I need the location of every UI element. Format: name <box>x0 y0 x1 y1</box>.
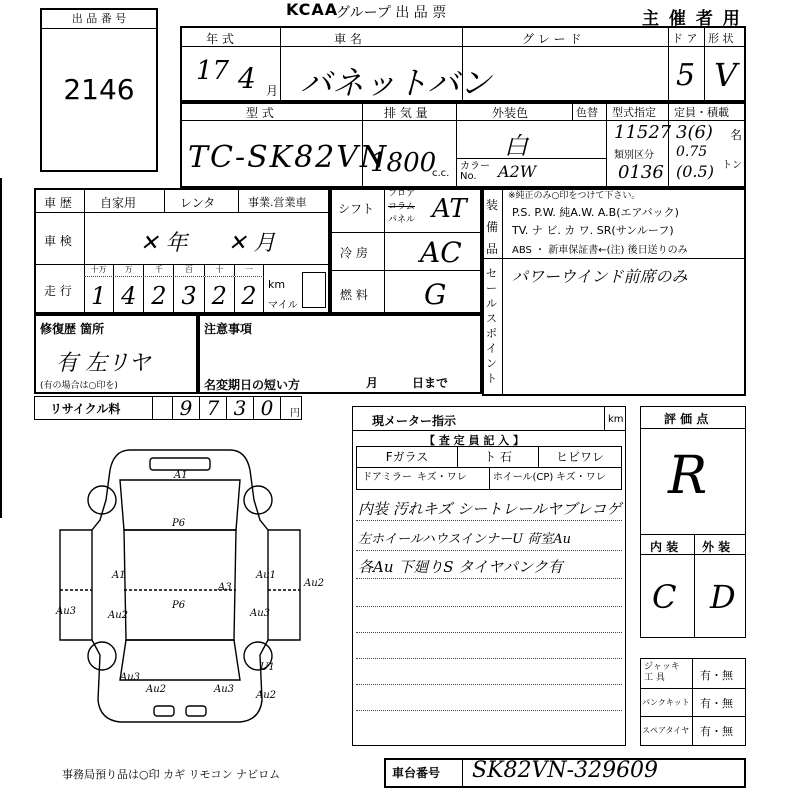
category-label: 類別区分 <box>614 150 654 161</box>
lot-number-label: 出 品 番 号 <box>42 10 156 29</box>
brand-logo: KCAA <box>286 0 339 19</box>
score-value: R <box>668 446 708 506</box>
inspection-month: ✕ 月 <box>228 231 276 256</box>
equipment-note: ※純正のみ○印をつけて下さい。 <box>508 191 641 201</box>
doors-value: 5 <box>676 58 696 93</box>
color-no-value: A2W <box>498 162 537 181</box>
shift-option-column: コラム <box>388 202 415 212</box>
damage-mark: Au3 <box>250 608 271 619</box>
damage-mark: A1 <box>174 470 188 481</box>
shift-option-panel: パネル <box>388 215 416 225</box>
color-no-label: カラー No. <box>460 161 490 182</box>
history-option-business[interactable]: 事業.営業車 <box>248 196 307 209</box>
organizer-label: 主 催 者 用 <box>642 9 742 29</box>
mileage-digit: 1 <box>84 277 114 315</box>
capacity-load: 0.75 <box>676 144 708 160</box>
exterior-score: D <box>710 578 736 616</box>
shift-option-floor: フロア <box>388 189 416 199</box>
mileage-digit: 3 <box>174 277 204 315</box>
equipment-line-1: P.S. P.W. 純A.W. A.B(エアバック) <box>512 206 679 219</box>
jack-value: 有・無 <box>700 669 733 682</box>
chassis-label: 車台番号 <box>392 766 441 780</box>
mileage-unit-100: 百 <box>174 264 204 276</box>
sales-point-value: パワーウインド前席のみ <box>512 267 688 286</box>
damage-mark: Au2 <box>256 690 277 701</box>
damage-mark: Au1 <box>256 570 277 581</box>
year-label: 年 式 <box>206 32 234 46</box>
history-label: 車 歴 <box>44 196 72 210</box>
spare-tire-value: 有・無 <box>700 725 733 738</box>
caution-label: 注意事項 <box>204 322 253 336</box>
meter-label: 現メーター指示 <box>372 414 457 428</box>
fuel-label: 燃 料 <box>340 288 368 302</box>
damage-mark: Au3 <box>120 672 141 683</box>
mileage-digit: 2 <box>205 277 235 315</box>
mileage-grid <box>84 264 264 314</box>
sales-point-label: セールスポイント <box>486 267 497 385</box>
grade-label: グ レ ー ド <box>522 32 582 46</box>
equipment-line-2: TV. ナ ビ. カ ワ. SR(サンルーフ) <box>512 224 674 237</box>
vehicle-name: バネットバン <box>300 64 492 102</box>
mileage-mile-box <box>302 272 326 308</box>
inspector-note-1: 内装 汚れキズ シートレールヤブレコゲ <box>358 500 622 518</box>
model-label: 型 式 <box>246 106 274 120</box>
mirror-label: ドアミラー <box>362 472 412 483</box>
name-label: 車 名 <box>334 32 362 46</box>
mileage-digit: 2 <box>144 277 174 315</box>
mileage-label: 走 行 <box>44 284 72 298</box>
sheet-title: グループ 出 品 票 <box>336 5 447 21</box>
wheel-label: ホイール(CP) <box>492 472 554 483</box>
month-value: 4 <box>238 62 256 95</box>
history-option-rental[interactable]: レンタ <box>180 196 216 210</box>
interior-label: 内 装 <box>650 540 679 554</box>
glass-rock: ト 石 <box>458 447 539 467</box>
side-mark <box>0 178 6 518</box>
capacity-label: 定員・積載 <box>674 106 729 119</box>
wheel-options: キズ・ワレ <box>556 472 606 483</box>
glass-crack: ヒビワレ <box>555 450 604 464</box>
mileage-digit: 2 <box>235 277 264 315</box>
ac-label: 冷 房 <box>340 246 368 260</box>
caution-deadline-label: 名変期日の短い方 <box>204 378 301 392</box>
year-value: 17 <box>196 56 230 86</box>
displacement-label: 排 気 量 <box>384 106 428 120</box>
office-note: 事務局預り品は○印 カギ リモコン ナビロム <box>62 768 281 781</box>
mileage-unit-1: 一 <box>235 264 264 276</box>
caution-month-label: 月 <box>366 376 379 390</box>
recycle-digit: 9 <box>172 396 199 420</box>
displacement-value: 1800 <box>370 148 437 178</box>
category-value: 0136 <box>618 162 664 183</box>
meter-unit: km <box>608 414 624 425</box>
capacity-persons-unit: 名 <box>730 128 743 142</box>
damage-mark: P6 <box>172 518 186 529</box>
mileage-unit-km: km <box>268 278 286 291</box>
capacity-persons: 3(6) <box>676 122 713 143</box>
fuel-value: G <box>424 278 447 311</box>
ac-value: AC <box>420 236 462 269</box>
puncture-kit-value: 有・無 <box>700 697 733 710</box>
damage-mark: Au3 <box>214 684 235 695</box>
recycle-digit: 7 <box>199 396 226 420</box>
recycle-digit: 3 <box>226 396 253 420</box>
inspection-year: ✕ 年 <box>140 231 188 256</box>
mileage-unit-100k: 十万 <box>84 264 114 276</box>
equipment-line-3: ABS ・ 新車保証書←(注) 後日送りのみ <box>512 245 688 256</box>
inspector-note-3: 各Au 下廻りS タイヤパンク有 <box>358 558 563 576</box>
damage-mark: P6 <box>172 600 186 611</box>
damage-mark: A1 <box>112 570 126 581</box>
recycle-unit: 円 <box>290 408 300 419</box>
mileage-unit-10: 十 <box>205 264 235 276</box>
capacity-load-unit: トン <box>722 160 742 171</box>
damage-mark: Au2 <box>304 578 325 589</box>
exterior-label: 外 装 <box>702 540 731 554</box>
type-designation-label: 型式指定 <box>612 106 656 119</box>
repair-label: 修復歴 箇所 <box>40 322 105 336</box>
lot-number: 2146 <box>63 73 135 106</box>
color-value: 白 <box>504 132 528 160</box>
shift-value: AT <box>432 194 467 224</box>
mirror-options: キズ・ワレ <box>417 468 490 489</box>
damage-mark: Au3 <box>56 606 77 617</box>
inspector-note-2: 左ホイールハウスインナーU 荷室Au <box>358 532 572 547</box>
damage-mark: U1 <box>260 662 275 673</box>
displacement-unit: c.c. <box>432 168 450 179</box>
mileage-unit-mile: マイル <box>268 300 298 311</box>
interior-score: C <box>652 578 677 616</box>
model-value: TC-SK82VN <box>188 140 389 175</box>
score-label: 評 価 点 <box>664 412 709 426</box>
repair-note: (有の場合は○印を) <box>40 381 118 391</box>
glass-label: Fガラス <box>357 447 458 467</box>
type-designation-value: 11527 <box>614 122 672 143</box>
equipment-label: 装 備 品 <box>486 198 499 256</box>
lot-number-box <box>40 8 158 172</box>
puncture-kit-label: パンクキット <box>642 698 690 707</box>
repair-value: 有 左リヤ <box>56 351 151 376</box>
shift-label: シフト <box>338 202 375 216</box>
damage-mark: A3 <box>218 582 232 593</box>
inspection-label: 車 検 <box>44 234 72 248</box>
car-damage-diagram <box>50 430 330 740</box>
color-change-label: 色替 <box>576 106 598 119</box>
spare-tire-label: スペアタイヤ <box>642 726 690 735</box>
recycle-label: リサイクル料 <box>50 402 121 416</box>
shape-value: V <box>714 56 738 94</box>
chassis-number: SK82VN-329609 <box>472 758 659 783</box>
shape-label: 形 状 <box>708 32 734 45</box>
capacity-load-2: (0.5) <box>676 162 714 181</box>
inspector-entry-label: 【 査 定 員 記 入 】 <box>424 434 524 447</box>
mileage-unit-10k: 万 <box>114 264 144 276</box>
damage-mark: Au2 <box>146 684 167 695</box>
month-suffix: 月 <box>266 84 279 98</box>
history-option-private[interactable]: 自家用 <box>100 196 137 210</box>
recycle-digit: 0 <box>253 396 281 420</box>
damage-mark: Au2 <box>108 610 129 621</box>
jack-label: ジャッキ 工 具 <box>644 662 680 683</box>
recycle-digits <box>172 396 281 420</box>
color-label: 外装色 <box>492 106 529 120</box>
caution-day-label: 日まで <box>412 376 449 390</box>
mileage-unit-1k: 千 <box>144 264 174 276</box>
doors-label: ド ア <box>672 32 698 45</box>
mileage-digit: 4 <box>114 277 144 315</box>
